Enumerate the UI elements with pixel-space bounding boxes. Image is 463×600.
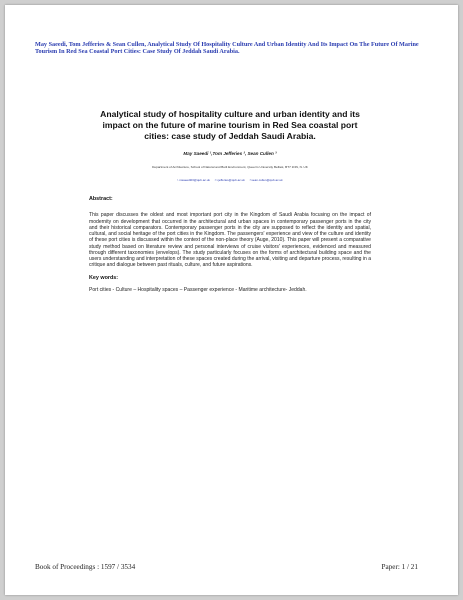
author-list: May Saeedi ¹,Tom Jefferies ², Sean Cullen ³ (183, 151, 277, 157)
document-page (5, 5, 458, 595)
proceedings-page-counter: Book of Proceedings : 1597 / 3534 (35, 563, 136, 571)
abstract-heading: Abstract: (89, 196, 113, 203)
email-link[interactable]: ² t.jefferies@qub.ac.uk (214, 178, 245, 183)
keywords-text: Port cities - Culture – Hospitality spaces – Passenger experience - Maritime architecture- Jeddah. (89, 286, 307, 293)
author-emails (89, 178, 371, 182)
abstract-text: This paper discusses the oldest and most important port city in the Kingdom of Saudi Arabia focusing on the impact of modernity on development that occurred in the architectural and urban spaces in contemporary passenger ports in the city and their historical comparators. Contemporary passenger ports in the city are supposed to reflect the identity and spatial, cultural, and social heritage of the port cities in the Kingdom. The passengers' experience and view of the culture and identity of these port cities is discussed within the context of the non-place theory (Auge, 2010). This paper will present a comparative study method based on literature review and personal interviews of cruise visitors' experiences, evidenced and measured through different taxonomies (envelops). The study particularly focuses on the forms of architectural building space and the users understanding and interpretation of these spaces created during the arrival, visiting and departure process, resulting in a critique and dialogue between past rituals, culture, and future aspirations. (89, 212, 371, 269)
email-link[interactable]: ¹ msaeedi03@qub.ac.uk (177, 178, 210, 183)
affiliation: Department of Architecture, School of Natural and Built Environment, Queen's University Belfast, BT7 1NN, N. UK (152, 165, 308, 170)
paper-page-counter: Paper: 1 / 21 (381, 563, 418, 571)
running-header: May Saeedi, Tom Jefferies & Sean Cullen, Analytical Study Of Hospitality Culture And Urban Identity And Its Impact On The Future Of Marine Tourism In Red Sea Coastal Port Cities: Case Study Of Jeddah Saudi Arabia. (35, 41, 419, 55)
keywords-heading: Key words: (89, 274, 119, 281)
paper-body (89, 109, 371, 295)
email-link[interactable]: ³ sean.cullen@qub.ac.uk (249, 178, 283, 183)
paper-title: Analytical study of hospitality culture and urban identity and its impact on the future of marine tourism in Red Sea coastal port cities: case study of Jeddah Saudi Arabia. (100, 109, 360, 141)
